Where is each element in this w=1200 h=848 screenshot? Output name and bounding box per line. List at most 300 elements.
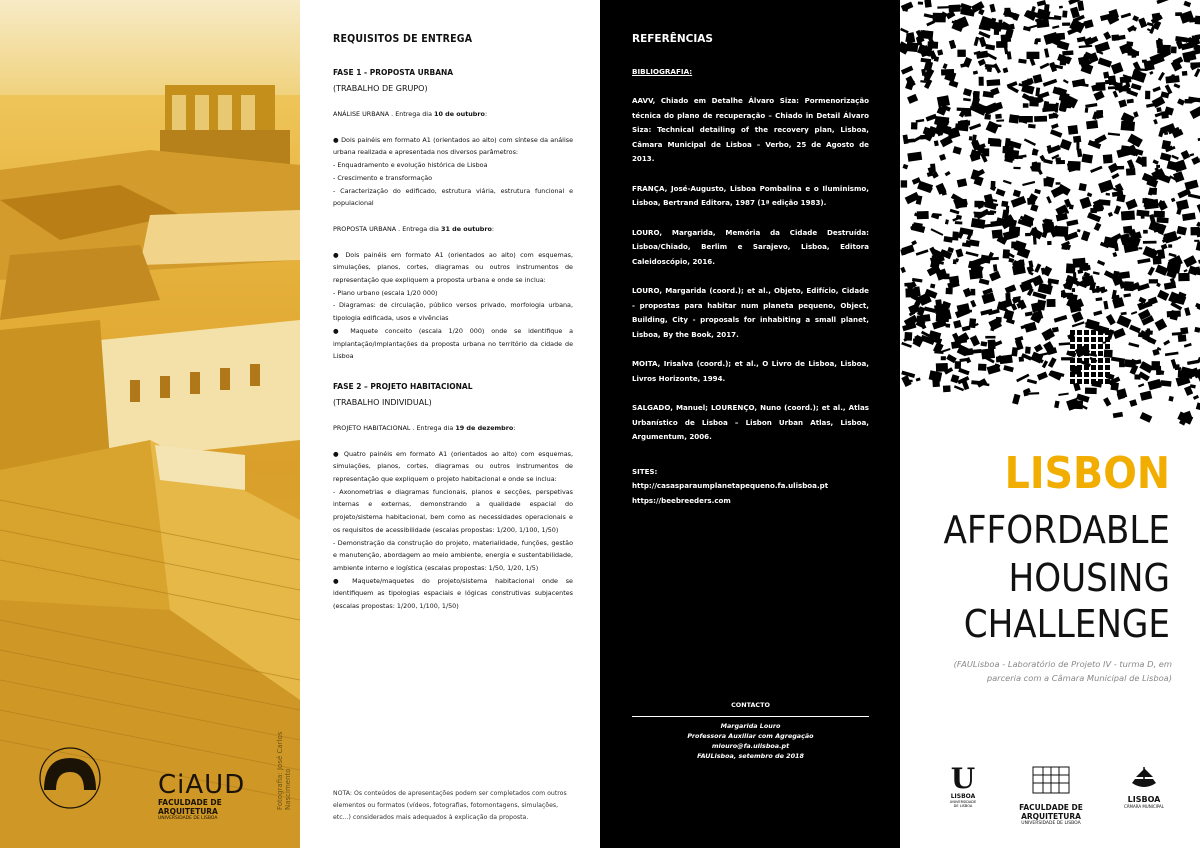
- contact-date: FAULisboa, setembro de 2018: [697, 752, 804, 760]
- city-block: [931, 228, 944, 236]
- ciaud-mark: CiAUD: [158, 770, 246, 800]
- ulisboa-logo: [948, 762, 978, 808]
- city-block: [954, 385, 964, 391]
- city-block: [1190, 62, 1200, 68]
- city-block: [1145, 91, 1150, 99]
- city-block: [1128, 342, 1139, 347]
- baixa-block: [1091, 344, 1096, 349]
- city-block: [966, 251, 979, 257]
- city-block: [996, 317, 1002, 323]
- city-block: [1024, 252, 1028, 256]
- city-block: [1110, 382, 1118, 391]
- city-block: [937, 49, 943, 55]
- photo-credit: Fotografia: José Carlos Nascimento: [276, 731, 292, 810]
- city-block: [934, 140, 939, 146]
- city-block: [911, 122, 918, 129]
- city-block: [1160, 295, 1164, 298]
- city-block: [1030, 204, 1038, 212]
- baixa-block: [1098, 344, 1103, 349]
- city-block: [1103, 154, 1113, 163]
- city-block: [1138, 297, 1146, 304]
- city-block: [1178, 334, 1187, 342]
- city-block: [1080, 197, 1092, 209]
- city-block: [1090, 166, 1102, 173]
- city-block: [921, 58, 932, 63]
- city-block: [917, 181, 933, 193]
- city-block: [1153, 159, 1159, 164]
- city-block: [1057, 40, 1070, 50]
- baixa-block: [1077, 344, 1082, 349]
- city-block: [1148, 267, 1155, 276]
- city-block: [1143, 230, 1148, 234]
- city-block: [1093, 271, 1100, 275]
- city-block: [942, 63, 947, 69]
- city-block: [1140, 412, 1153, 423]
- city-block: [1184, 307, 1190, 316]
- city-block: [1108, 133, 1120, 137]
- city-block: [1062, 11, 1067, 18]
- city-block: [1054, 226, 1068, 236]
- city-block: [1027, 379, 1037, 385]
- city-block: [916, 377, 921, 381]
- baixa-block: [1105, 337, 1110, 342]
- city-block: [1025, 347, 1031, 354]
- city-block: [1126, 168, 1136, 176]
- city-block: [985, 336, 995, 339]
- ulisboa-name: LISBOA: [950, 793, 976, 800]
- city-block: [1079, 183, 1087, 191]
- city-block: [992, 229, 1003, 238]
- city-block: [1178, 273, 1189, 281]
- city-block: [901, 66, 913, 75]
- partner-logos: [900, 762, 1200, 826]
- baixa-block: [1084, 365, 1089, 370]
- city-block: [1111, 62, 1124, 74]
- city-block: [1157, 217, 1169, 223]
- city-block: [1171, 46, 1177, 53]
- city-block: [1127, 99, 1134, 104]
- city-block: [1173, 171, 1184, 183]
- city-block: [1120, 76, 1132, 83]
- city-block: [969, 123, 981, 130]
- city-block: [1187, 360, 1199, 365]
- phase2-subtitle: (TRABALHO INDIVIDUAL): [333, 397, 432, 407]
- city-block: [1160, 380, 1171, 387]
- fa-sub: UNIVERSIDADE DE LISBOA: [1021, 821, 1081, 826]
- city-block: [1156, 165, 1160, 168]
- city-block: [1059, 103, 1068, 111]
- city-block: [1034, 189, 1041, 194]
- city-block: [973, 70, 978, 74]
- city-block: [1112, 166, 1124, 170]
- city-block: [1028, 260, 1033, 267]
- city-block: [1168, 244, 1172, 247]
- city-block: [1104, 270, 1115, 279]
- baixa-block: [1077, 337, 1082, 342]
- baixa-block: [1084, 351, 1089, 356]
- city-block: [1051, 123, 1059, 129]
- city-block: [993, 63, 1001, 73]
- city-block: [969, 136, 973, 140]
- city-block: [945, 219, 949, 224]
- city-block: [1194, 68, 1200, 77]
- city-block: [955, 361, 961, 369]
- city-block: [1118, 99, 1127, 107]
- city-block: [937, 6, 949, 9]
- city-block: [988, 340, 996, 350]
- city-block: [996, 189, 1006, 197]
- city-block: [917, 314, 931, 323]
- city-block: [1085, 103, 1097, 108]
- city-block: [935, 299, 942, 307]
- city-block: [1022, 181, 1035, 186]
- city-block: [1177, 98, 1185, 105]
- city-block: [903, 164, 909, 169]
- city-block: [1127, 159, 1135, 169]
- site-link[interactable]: https://beebreeders.com: [632, 495, 731, 505]
- title-line-3: CHALLENGE: [963, 602, 1170, 646]
- contact-email[interactable]: mlouro@fa.ulisboa.pt: [711, 742, 790, 750]
- city-block: [1018, 59, 1026, 64]
- city-block: [1176, 199, 1189, 210]
- city-block: [1072, 288, 1075, 292]
- ciaud-logo: [158, 772, 268, 821]
- city-block: [1027, 79, 1033, 86]
- city-block: [1096, 297, 1103, 301]
- city-block: [1196, 222, 1200, 228]
- city-block: [1031, 6, 1036, 12]
- baixa-block: [1091, 358, 1096, 363]
- city-block: [1156, 107, 1161, 112]
- city-block: [1003, 229, 1019, 240]
- city-block: [1014, 156, 1023, 159]
- city-block: [1022, 93, 1033, 102]
- baixa-block: [1070, 330, 1075, 335]
- city-block: [1113, 412, 1123, 418]
- city-block: [1182, 71, 1188, 76]
- city-block: [943, 236, 952, 243]
- city-block: [1176, 236, 1181, 240]
- city-block: [943, 385, 951, 392]
- city-block: [945, 171, 951, 176]
- city-block: [1138, 17, 1147, 28]
- city-block: [1052, 25, 1059, 29]
- city-block: [941, 356, 946, 360]
- baixa-block: [1105, 379, 1110, 384]
- city-block: [1106, 314, 1116, 325]
- baixa-block: [1091, 337, 1096, 342]
- baixa-block: [1098, 351, 1103, 356]
- list-item: ● Dois painéis em formato A1 (orientados ao alto) com esquemas, simulações, planos, cortes, diagramas ou outros instrumentos de representação que expliquem a proposta urbana e onde se inclua:: [333, 250, 573, 285]
- city-block: [957, 50, 965, 57]
- baixa-block: [1091, 379, 1096, 384]
- baixa-block: [1070, 351, 1075, 356]
- city-block: [1184, 269, 1188, 272]
- city-block: [1119, 361, 1125, 367]
- city-block: [1122, 87, 1131, 92]
- city-block: [1025, 222, 1033, 226]
- city-block: [978, 364, 987, 371]
- city-block: [1001, 201, 1008, 207]
- city-block: [1054, 401, 1060, 409]
- city-block: [1093, 90, 1104, 100]
- city-block: [1156, 39, 1163, 48]
- window: [250, 364, 260, 386]
- ulisboa-mark: U: [950, 762, 976, 795]
- city-block: [1024, 138, 1036, 146]
- city-block: [1193, 395, 1199, 400]
- city-block: [1148, 379, 1162, 390]
- city-block: [1117, 315, 1132, 328]
- city-block: [1182, 212, 1196, 221]
- title-line-2: HOUSING: [1008, 556, 1170, 600]
- baixa-block: [1070, 379, 1075, 384]
- city-block: [1113, 91, 1119, 98]
- city-block: [1034, 116, 1047, 122]
- city-block: [924, 0, 931, 8]
- references-panel: [600, 0, 900, 848]
- list-item: - Crescimento e transformação: [333, 173, 433, 182]
- window: [220, 368, 230, 390]
- baixa-block: [1070, 358, 1075, 363]
- city-block: [1073, 136, 1081, 143]
- city-block: [980, 341, 987, 346]
- fa-name: FACULDADE DE ARQUITETURA: [1019, 803, 1083, 821]
- contact-role: Professora Auxiliar com Agregação: [687, 732, 814, 740]
- cml-sub: CÂMARA MUNICIPAL: [1124, 804, 1164, 809]
- city-block: [1133, 111, 1139, 117]
- baixa-block: [1105, 330, 1110, 335]
- city-block: [998, 125, 1002, 128]
- city-block: [953, 320, 962, 329]
- city-block: [1177, 188, 1191, 198]
- city-block: [1059, 342, 1071, 345]
- city-block: [1046, 196, 1052, 204]
- city-block: [1044, 48, 1049, 57]
- phase2-title: FASE 2 – PROJETO HABITACIONAL: [333, 381, 473, 391]
- city-block: [1000, 299, 1013, 309]
- reference-item: FRANÇA, José-Augusto, Lisboa Pombalina e o Iluminismo, Lisboa, Bertrand Editora, 1987 (1ª edição 1983).: [632, 183, 869, 207]
- reference-item: LOURO, Margarida (coord.); et al., Objeto, Edifício, Cidade - propostas para habitar num planeta pequeno, Object, Building, City - proposals for inhabiting a small planet, Lisboa, By the Book, 2017.: [632, 286, 869, 339]
- city-block: [1183, 255, 1197, 267]
- city-block: [1085, 319, 1100, 331]
- city-block: [1003, 180, 1012, 185]
- city-block: [1009, 114, 1020, 123]
- city-block: [1152, 86, 1161, 92]
- city-block: [939, 154, 946, 161]
- city-block: [1149, 71, 1153, 75]
- city-block: [1138, 383, 1144, 387]
- city-block: [1184, 343, 1192, 348]
- city-block: [927, 171, 933, 177]
- city-block: [1072, 321, 1085, 327]
- city-block: [920, 134, 929, 139]
- city-block: [1003, 365, 1014, 372]
- city-block: [1176, 375, 1191, 387]
- city-block: [970, 300, 976, 308]
- city-block: [950, 209, 960, 215]
- city-block: [1171, 198, 1175, 202]
- city-block: [1176, 226, 1187, 236]
- city-block: [1144, 199, 1159, 210]
- site-link[interactable]: http://casasparaumplanetapequeno.fa.ulisboa.pt: [632, 481, 829, 490]
- city-block: [1047, 241, 1052, 245]
- list-item: - Plano urbano (escala 1/20 000): [333, 288, 438, 297]
- city-block: [1175, 12, 1182, 16]
- cml-logo: [1124, 765, 1164, 809]
- city-block: [1165, 352, 1179, 357]
- city-block: [1181, 150, 1190, 160]
- city-block: [1028, 124, 1036, 129]
- city-block: [993, 264, 998, 271]
- sites-block: [632, 465, 869, 509]
- city-block: [1061, 293, 1073, 297]
- city-block: [1072, 311, 1084, 322]
- city-block: [978, 31, 990, 39]
- city-block: [1062, 22, 1070, 25]
- city-block: [937, 95, 950, 107]
- city-block: [1154, 211, 1165, 218]
- city-block: [1034, 99, 1042, 103]
- city-block: [930, 284, 935, 289]
- lisbon-ship-icon: [1129, 765, 1159, 791]
- city-block: [969, 318, 976, 328]
- city-block: [1023, 103, 1029, 107]
- baixa-block: [1070, 365, 1075, 370]
- contact-label: CONTACTO: [731, 701, 770, 709]
- city-block: [1188, 193, 1200, 199]
- fa-logo: [996, 765, 1106, 826]
- city-block: [927, 41, 938, 48]
- city-block: [1163, 340, 1170, 346]
- city-block: [1121, 211, 1135, 221]
- city-block: [1011, 196, 1027, 208]
- city-block: [1081, 154, 1093, 164]
- city-block: [979, 37, 987, 48]
- city-block: [1087, 192, 1093, 197]
- baixa-block: [1091, 372, 1096, 377]
- photo-panel: [0, 0, 300, 848]
- city-block: [970, 335, 980, 346]
- city-block: [1042, 222, 1055, 234]
- baixa-block: [1084, 379, 1089, 384]
- city-block: [924, 307, 936, 313]
- city-block: [1155, 112, 1162, 117]
- ulisboa-sub: UNIVERSIDADE DE LISBOA: [949, 800, 977, 808]
- city-block: [978, 59, 986, 66]
- city-block: [1054, 315, 1068, 323]
- sites-label: SITES:: [632, 466, 658, 476]
- city-block: [1184, 180, 1198, 191]
- baixa-block: [1077, 365, 1082, 370]
- city-block: [1047, 299, 1056, 307]
- city-block: [1030, 58, 1036, 66]
- city-block: [974, 37, 980, 47]
- city-block: [990, 139, 1002, 147]
- city-block: [1098, 180, 1114, 194]
- city-block: [971, 218, 986, 229]
- city-block: [926, 20, 935, 26]
- city-block: [1118, 271, 1130, 279]
- city-block: [901, 375, 911, 387]
- cml-name: LISBOA: [1127, 795, 1161, 804]
- city-block: [1093, 310, 1102, 316]
- city-block: [1103, 301, 1108, 310]
- baixa-block: [1084, 372, 1089, 377]
- city-block: [918, 2, 923, 5]
- roof: [0, 320, 110, 470]
- ciaud-university: UNIVERSIDADE DE LISBOA: [158, 816, 218, 821]
- baixa-block: [1098, 337, 1103, 342]
- city-block: [903, 134, 909, 144]
- city-block: [1008, 24, 1015, 30]
- city-block: [1034, 263, 1041, 272]
- city-block: [953, 146, 962, 154]
- city-block: [1181, 42, 1195, 51]
- title-line-1: AFFORDABLE: [943, 508, 1170, 552]
- baixa-block: [1077, 372, 1082, 377]
- city-block: [1124, 281, 1134, 291]
- city-block: [1131, 311, 1137, 315]
- city-block: [965, 357, 971, 363]
- city-block: [1005, 284, 1017, 293]
- city-block: [1077, 269, 1083, 274]
- city-block: [1143, 241, 1157, 244]
- city-block: [1011, 347, 1018, 356]
- city-block: [1036, 300, 1046, 311]
- city-block: [1110, 240, 1115, 243]
- city-block: [1141, 215, 1145, 218]
- city-block: [985, 44, 995, 50]
- city-block: [1068, 125, 1078, 135]
- list-item: ● Maquete/maquetes do projeto/sistema habitacional onde se identifiquem as tipologias espaciais e lógicas construtivas subjacentes (escalas propostas: 1/200, 1/100, 1/50): [333, 576, 573, 611]
- city-block: [1081, 231, 1090, 242]
- window: [160, 376, 170, 398]
- city-photo: [0, 0, 300, 848]
- reference-item: AAVV, Chiado em Detalhe Álvaro Siza: Pormenorização técnica do plano de recuperação – Chiado in Detail Álvaro Siza: Technical detailing of the recovery plan, Lisboa, Câmara Municipal de Lisboa – Verbo, 25 de Agosto de 2013.: [632, 96, 869, 163]
- city-block: [1194, 327, 1200, 333]
- city-block: [1194, 240, 1199, 242]
- bibliography-label: BIBLIOGRAFIA:: [632, 67, 693, 76]
- city-block: [1183, 1, 1191, 7]
- city-block: [1131, 83, 1142, 90]
- city-block: [1164, 282, 1176, 290]
- baixa-block: [1077, 330, 1082, 335]
- city-block: [1034, 344, 1043, 353]
- city-block: [1149, 279, 1158, 283]
- city-block: [1056, 182, 1061, 184]
- baixa-block: [1098, 379, 1103, 384]
- city-block: [979, 77, 984, 86]
- city-block: [1003, 249, 1010, 258]
- list-item: - Caracterização do edificado, estrutura viária, estrutura funcional e populacional: [333, 186, 573, 208]
- baixa-block: [1084, 344, 1089, 349]
- city-block: [974, 201, 983, 208]
- city-block: [955, 221, 963, 224]
- urban-analysis-heading: ANÁLISE URBANA . Entrega dia 10 de outubro:: [333, 110, 488, 118]
- reference-item: SALGADO, Manuel; LOURENÇO, Nuno (coord.); et al., Atlas Urbanístico de Lisboa – Lisbon Urban Atlas, Lisboa, Argumentum, 2006.: [632, 403, 869, 441]
- city-block: [1103, 397, 1111, 406]
- city-block: [1114, 205, 1121, 214]
- phase1-subtitle: (TRABALHO DE GRUPO): [333, 84, 428, 93]
- city-block: [1156, 0, 1169, 4]
- city-block: [1197, 200, 1200, 214]
- list-item: - Demonstração da construção do projeto, materialidade, funções, gestão e manutenção, abordagem ao meio ambiente, energia e sustentabilidade, ambiente interno e logística (escalas propostas: 1/50, 1/20, 1/5): [333, 538, 573, 572]
- city-block: [1152, 13, 1161, 21]
- city-block: [1087, 212, 1101, 222]
- city-block: [1062, 50, 1073, 55]
- note-text: NOTA: Os conteúdos de apresentações podem ser completados com outros elementos ou formatos (vídeos, fotografias, fotomontagens, simulações, etc...) considerados mais adequados à explicação da proposta.: [333, 790, 567, 821]
